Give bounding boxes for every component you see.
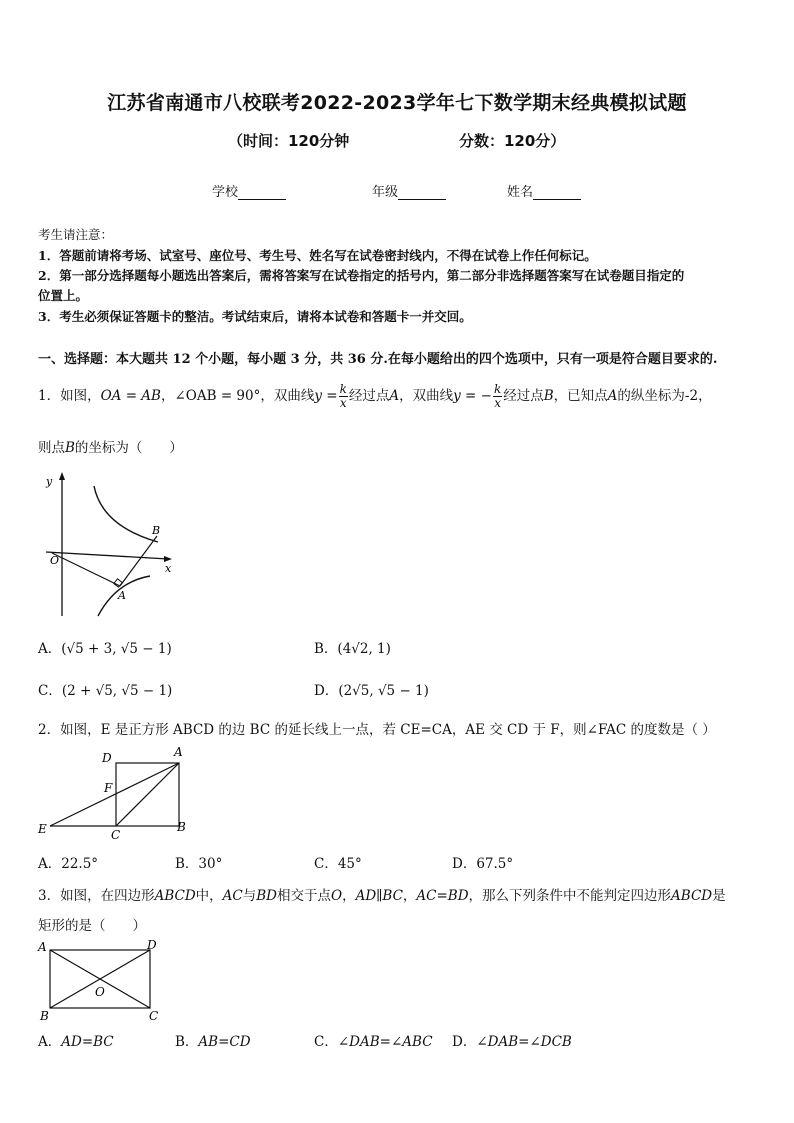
- question-3-option-c[interactable]: C．∠DAB=∠ABC: [314, 1034, 433, 1050]
- question-3-option-d[interactable]: D．∠DAB=∠DCB: [452, 1034, 572, 1050]
- question-1-option-c[interactable]: C．(2 + √5, √5 − 1): [38, 683, 173, 699]
- section-heading: 一、选择题：本大题共 12 个小题，每小题 3 分，共 36 分.在每小题给出的四个选项中，只有一项是符合题目要求的.: [38, 352, 718, 367]
- exam-score: 分数：120分）: [459, 132, 566, 150]
- question-2-option-a[interactable]: A．22.5°: [38, 856, 99, 872]
- name-label: 姓名: [507, 185, 534, 200]
- question-3-figure: [34, 936, 166, 1024]
- notice-item-2-cont: 位置上。: [38, 288, 89, 303]
- question-3-line-2: 矩形的是（ ）: [38, 918, 146, 934]
- question-1-option-a[interactable]: A．(√5 + 3, √5 − 1): [38, 641, 172, 657]
- question-3-line-1: 3．如图，在四边形ABCD中，AC与BD相交于点O，AD∥BC，AC=BD，那么下列条件中不能判定四边形ABCD是: [38, 888, 726, 904]
- point-b-label: B: [177, 820, 186, 834]
- point-a-label: A: [38, 940, 47, 954]
- grade-blank: [398, 187, 446, 200]
- question-2-option-c[interactable]: C．45°: [314, 856, 362, 872]
- question-2-option-d[interactable]: D．67.5°: [452, 856, 514, 872]
- notice-item-3: 3．考生必须保证答题卡的整洁。考试结束后，请将本试卷和答题卡一并交回。: [38, 309, 472, 324]
- point-e-label: E: [38, 822, 47, 836]
- point-o-label: O: [95, 985, 105, 999]
- question-1-option-b[interactable]: B．(4√2, 1): [314, 641, 391, 657]
- school-label: 学校: [212, 185, 239, 200]
- point-a-label: A: [118, 589, 126, 602]
- y-axis-label: y: [46, 475, 53, 488]
- question-1-line-2: 则点B的坐标为（ ）: [38, 440, 183, 456]
- notice-item-1: 1．答题前请将考场、试室号、座位号、考生号、姓名写在试卷密封线内，不得在试卷上作任何标记。: [38, 248, 597, 263]
- question-1-line-1: 1．如图，OA = AB，∠OAB = 90°，双曲线y = $\frac{k}{x}$ 经过点A，双曲线y = − $\frac{k}{x}$ 经过点B，已知点A的纵坐标为-2，: [38, 382, 712, 410]
- point-d-label: D: [147, 938, 157, 952]
- fraction-k-over-x: $\frac{k}{x}$: [339, 382, 347, 410]
- point-o-label: O: [50, 554, 60, 567]
- question-1-option-d[interactable]: D．(2√5, √5 − 1): [314, 683, 429, 699]
- page-title: 江苏省南通市八校联考2022-2023学年七下数学期末经典模拟试题: [107, 92, 687, 114]
- question-1-figure: [38, 466, 178, 622]
- point-f-label: F: [104, 781, 113, 795]
- question-3-option-a[interactable]: A．AD=BC: [38, 1034, 114, 1050]
- notice-heading: 考生请注意：: [38, 227, 114, 242]
- fraction-neg-k-over-x: $\frac{k}{x}$: [493, 382, 502, 410]
- question-2-option-b[interactable]: B．30°: [175, 856, 223, 872]
- question-2-figure: [34, 744, 194, 842]
- name-field: [507, 181, 581, 200]
- grade-field: [372, 181, 446, 200]
- question-2-text: 2．如图，E 是正方形 ABCD 的边 BC 的延长线上一点，若 CE=CA，AE 交 CD 于 F，则∠FAC 的度数是（ ）: [38, 722, 716, 738]
- school-field: [212, 181, 286, 200]
- school-blank: [238, 187, 286, 200]
- point-b-label: B: [40, 1009, 49, 1023]
- point-c-label: C: [149, 1009, 159, 1023]
- point-b-label: B: [152, 524, 161, 537]
- grade-label: 年级: [372, 185, 399, 200]
- point-a-label: A: [174, 745, 183, 759]
- point-d-label: D: [102, 751, 112, 765]
- point-c-label: C: [111, 828, 121, 842]
- exam-time: （时间：120分钟: [228, 132, 350, 150]
- name-blank: [533, 187, 581, 200]
- x-axis-label: x: [165, 562, 172, 575]
- notice-item-2: 2．第一部分选择题每小题选出答案后，需将答案写在试卷指定的括号内，第二部分非选择题答案写在试卷题目指定的: [38, 268, 685, 283]
- question-3-option-b[interactable]: B．AB=CD: [175, 1034, 251, 1050]
